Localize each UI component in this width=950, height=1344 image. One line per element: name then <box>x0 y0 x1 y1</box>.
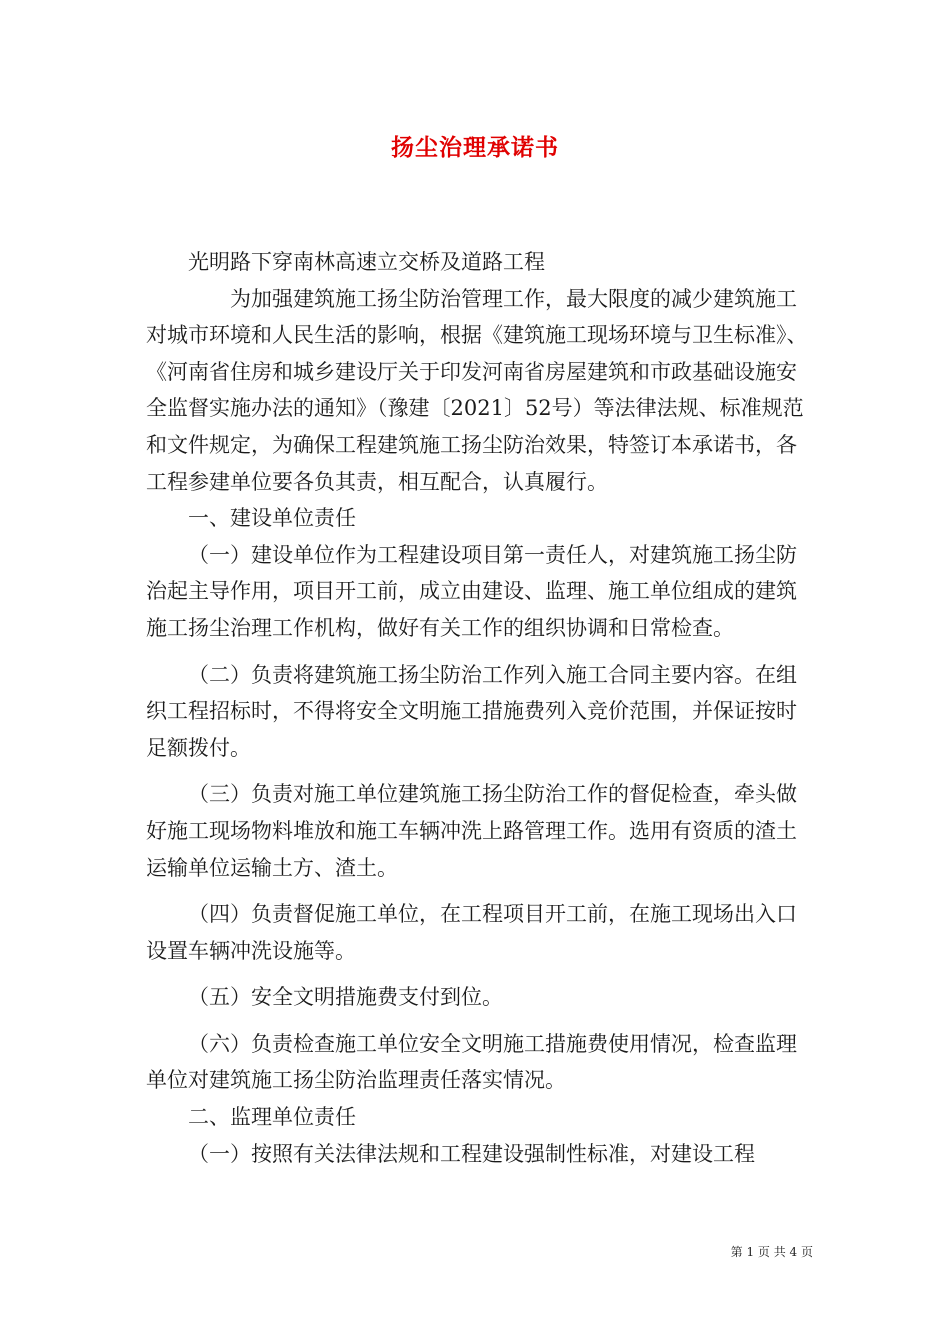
section1-item-4: （四）负责督促施工单位，在工程项目开工前，在施工现场出入口设置车辆冲洗设施等。 <box>146 902 797 963</box>
section1-item-1: （一）建设单位作为工程建设项目第一责任人，对建筑施工扬尘防治起主导作用，项目开工前，成立由建设、监理、施工单位组成的建筑施工扬尘治理工作机构，做好有关工作的组织协调和日常检查。 <box>146 542 797 640</box>
project-name: 光明路下穿南林高速立交桥及道路工程 <box>188 250 545 274</box>
document-title: 扬尘治理承诺书 <box>391 134 559 161</box>
intro-paragraph: 为加强建筑施工扬尘防治管理工作，最大限度的减少建筑施工对城市环境和人民生活的影响，根据《建筑施工现场环境与卫生标准》、《河南省住房和城乡建设厅关于印发河南省房屋建筑和市政基础设施安全监督实施办法的通知》（豫建〔2021〕52号）等法律法规、标准规范和文件规定，为确保工程建筑施工扬尘防治效果，特签订本承诺书，各工程参建单位要各负其责，相互配合，认真履行。 <box>146 286 808 494</box>
section2-item-1: （一）按照有关法律法规和工程建设强制性标准，对建设工程 <box>188 1141 755 1166</box>
section1-item-2: （二）负责将建筑施工扬尘防治工作列入施工合同主要内容。在组织工程招标时，不得将安全文明施工措施费列入竞价范围，并保证按时足额拨付。 <box>146 662 797 760</box>
section1-item-6: （六）负责检查施工单位安全文明施工措施费使用情况，检查监理单位对建筑施工扬尘防治监理责任落实情况。 <box>146 1031 797 1093</box>
section1-heading: 一、建设单位责任 <box>188 506 356 531</box>
page-number: 第 1 页 共 4 页 <box>730 1245 813 1259</box>
section1-item-5: （五）安全文明措施费支付到位。 <box>188 985 503 1010</box>
section1-item-3: （三）负责对施工单位建筑施工扬尘防治工作的督促检查，牵头做好施工现场物料堆放和施工车辆冲洗上路管理工作。选用有资质的渣土运输单位运输土方、渣土。 <box>146 782 797 880</box>
section2-heading: 二、监理单位责任 <box>188 1105 356 1130</box>
document-body <box>146 244 810 1172</box>
